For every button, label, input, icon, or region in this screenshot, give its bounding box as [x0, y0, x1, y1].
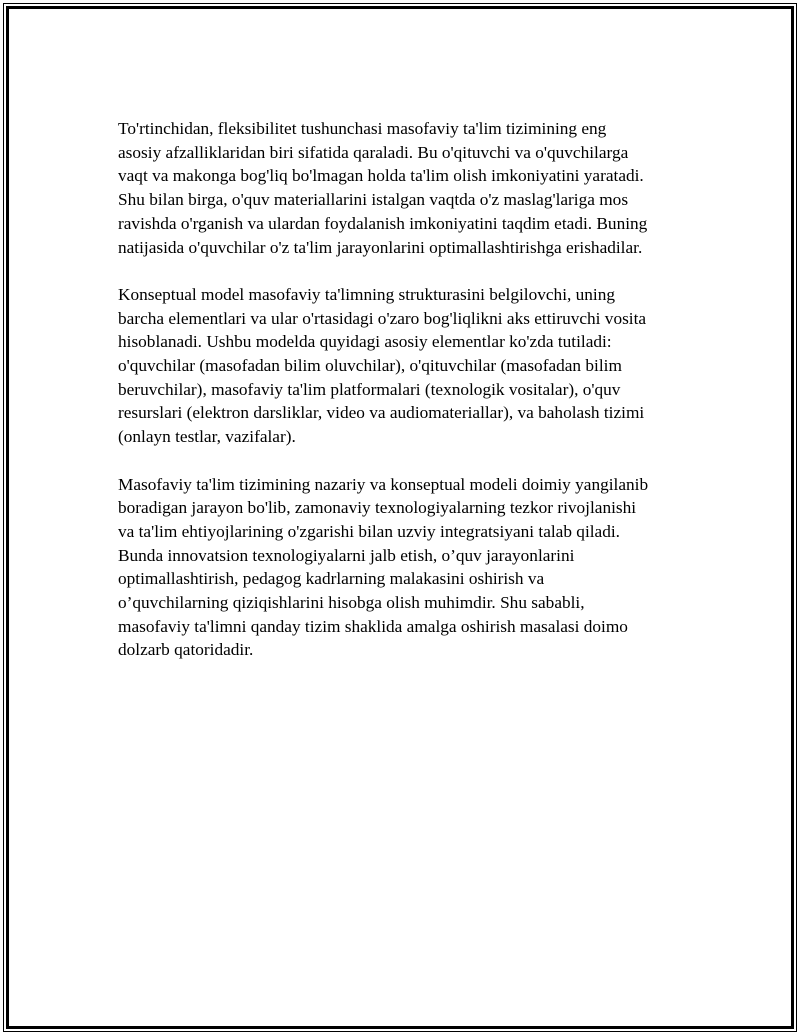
- paragraph-model-development: Masofaviy ta'lim tizimining nazariy va konseptual modeli doimiy yangilanib boradigan jarayon bo'lib, zamonaviy texnologiyalarning tezkor rivojlanishi va ta'lim ehtiyojlarining o'zgarishi bilan uzviy integratsiyani talab qiladi. Bunda innovatsion texnologiyalarni jalb etish, o’quv jarayonlarini optimallashtirish, pedagog kadrlarning malakasini oshirish va o’quvchilarning qiziqishlarini hisobga olish muhimdir. Shu sababli, masofaviy ta'limni qanday tizim shaklida amalga oshirish masalasi doimo dolzarb qatoridadir.: [118, 474, 649, 660]
- document-body: [118, 117, 690, 686]
- paragraph-conceptual-model: Konseptual model masofaviy ta'limning strukturasini belgilovchi, uning barcha elementlari va ular o'rtasidagi o'zaro bog'liqlikni aks ettiruvchi vosita hisoblanadi. Ushbu modelda quyidagi asosiy elementlar ko'zda tutiladi: o'quvchilar (masofadan bilim oluvchilar), o'qituvchilar (masofadan bilim beruvchilar), masofaviy ta'lim platformalari (texnologik vositalar), o'quv resurslari (elektron darsliklar, video va audiomateriallar), va baholash tizimi (onlayn testlar, vazifalar).: [118, 284, 647, 447]
- paragraph-flexibility: To'rtinchidan, fleksibilitet tushunchasi masofaviy ta'lim tizimining eng asosiy afzalliklaridan biri sifatida qaraladi. Bu o'qituvchi va o'quvchilarga vaqt va makonga bog'liq bo'lmagan holda ta'lim olish imkoniyatini yaratadi. Shu bilan birga, o'quv materiallarini istalgan vaqtda o'z maslag'lariga mos ravishda o'rganish va ulardan foydalanish imkoniyatini taqdim etadi. Buning natijasida o'quvchilar o'z ta'lim jarayonlarini optimallashtirishga erishadilar.: [118, 119, 648, 257]
